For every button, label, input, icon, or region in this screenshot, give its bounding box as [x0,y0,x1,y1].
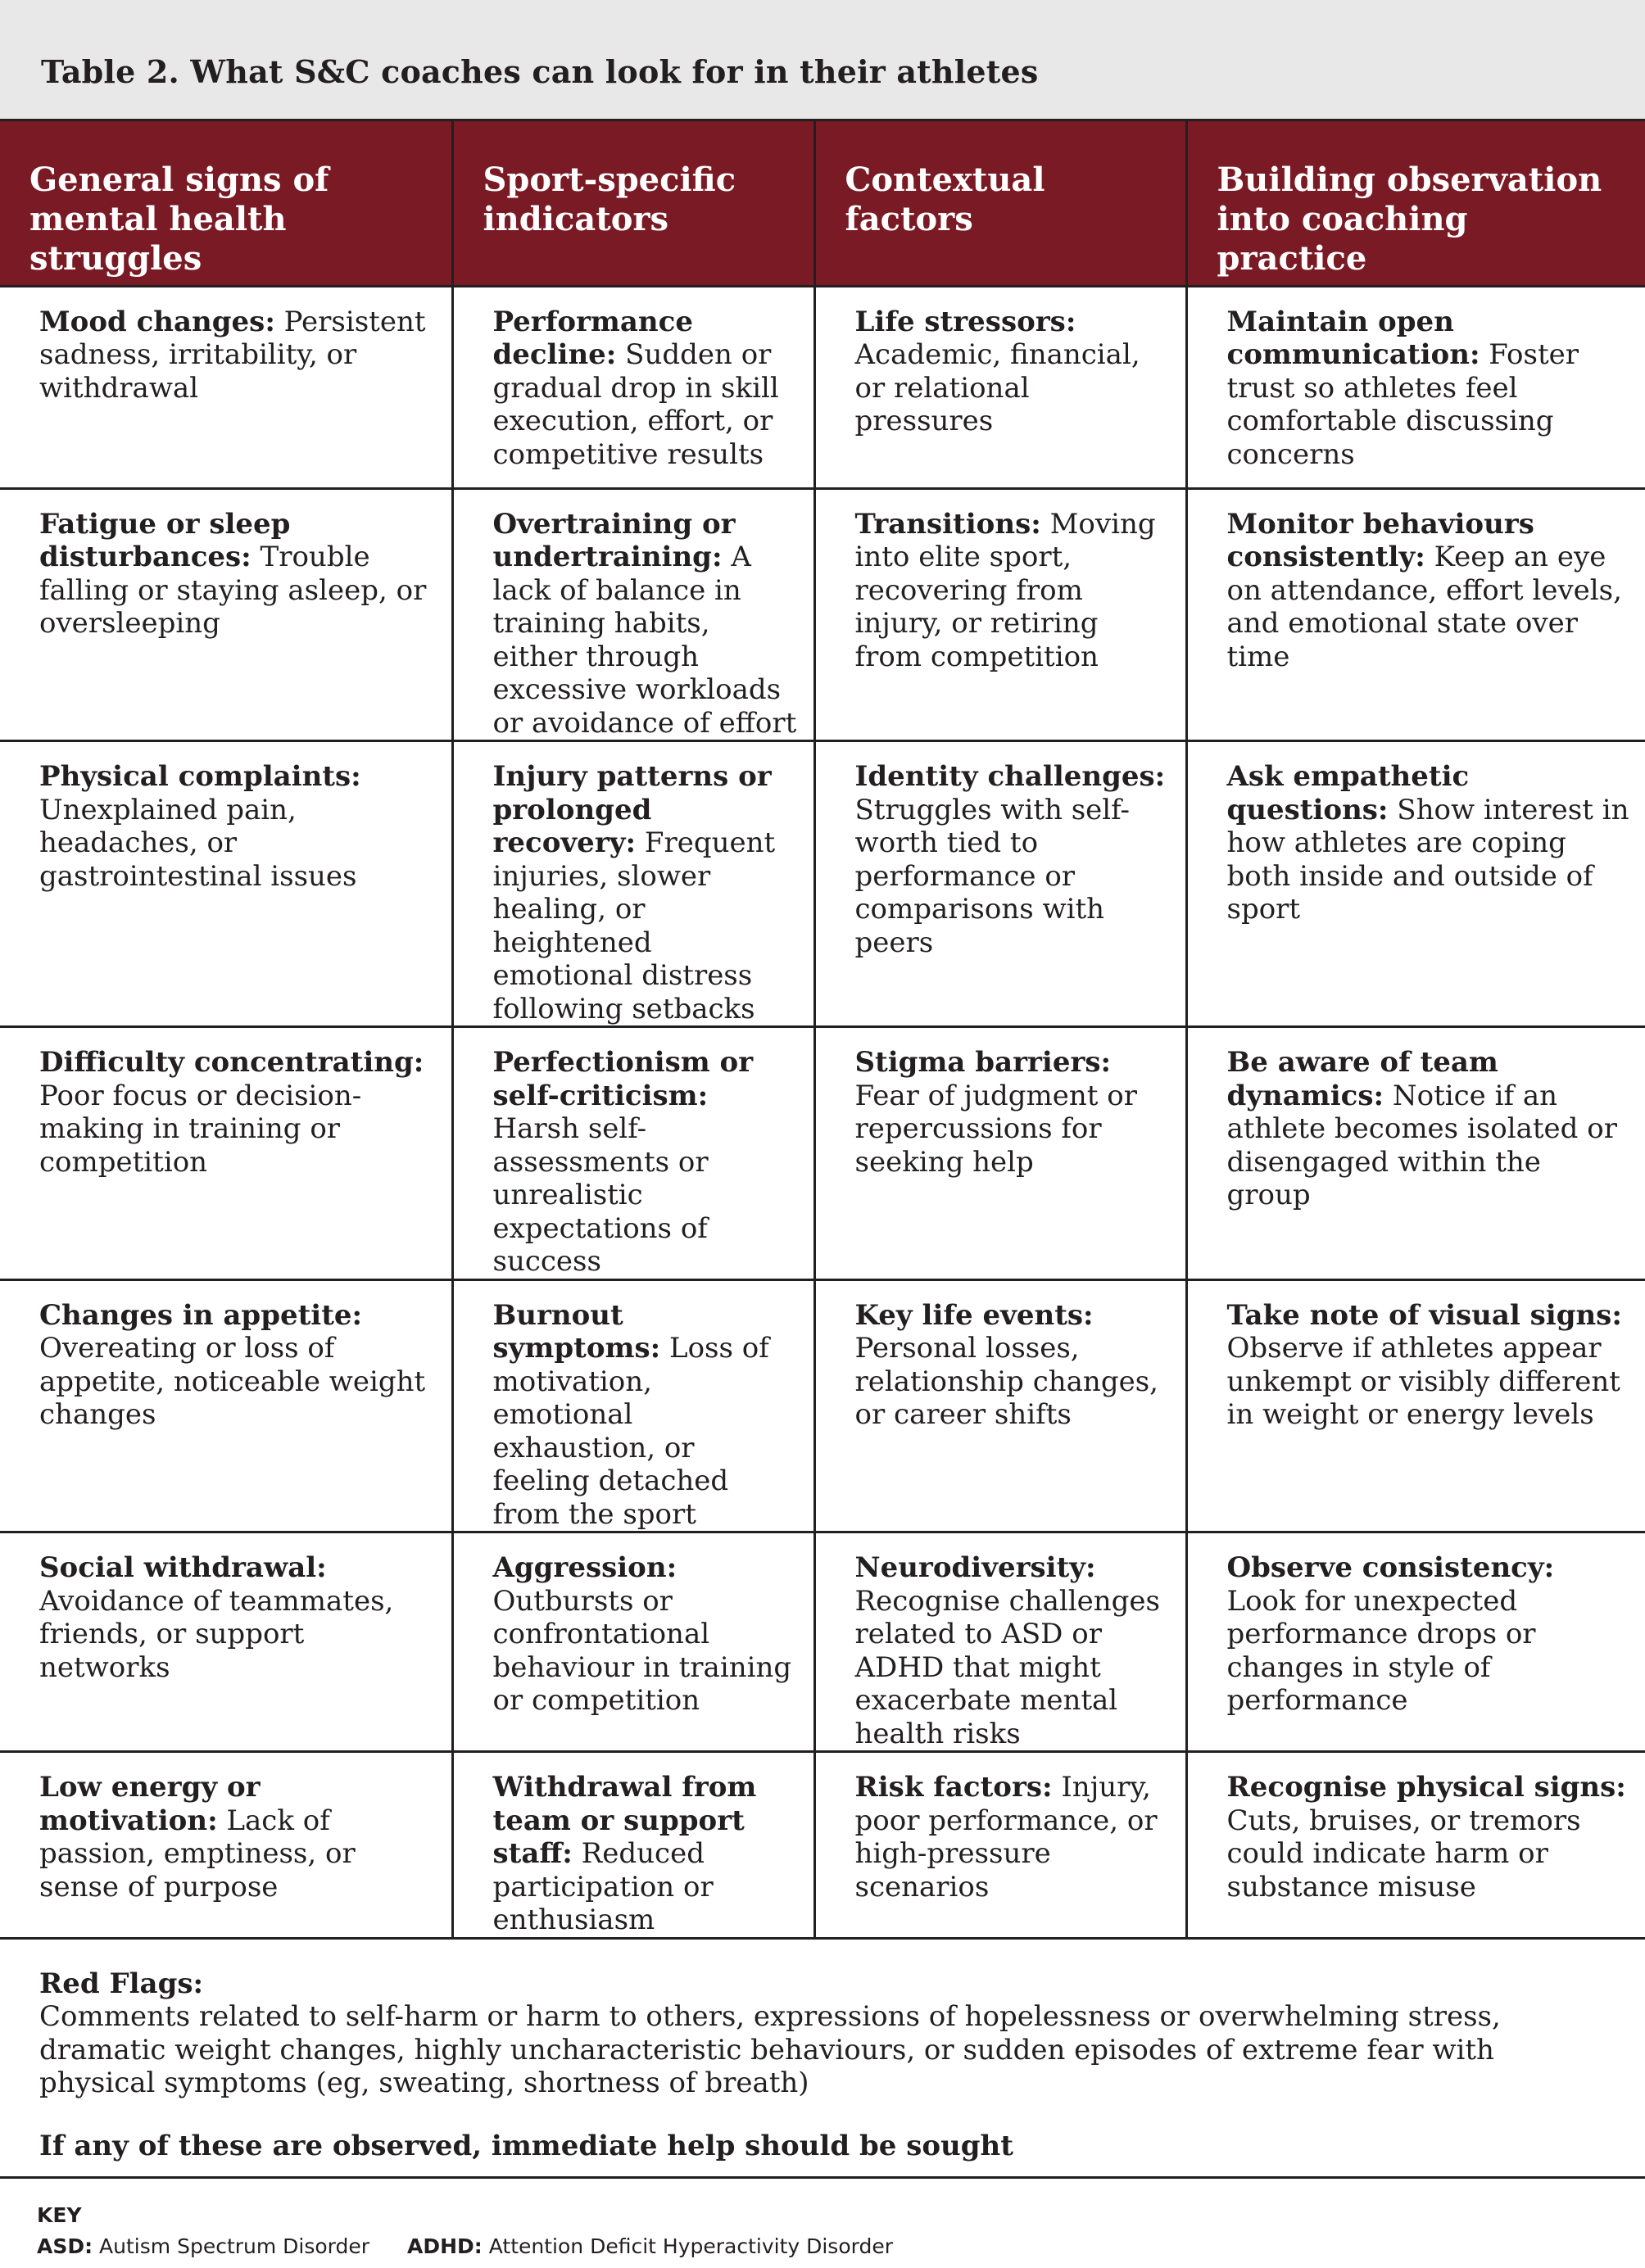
table-cell [0,488,452,741]
table-row [0,741,1645,1027]
cell-term: Maintain open communication: [1226,305,1480,371]
cell-term: Difficulty concentrating: [39,1046,424,1079]
cell-desc: Academic, financial, or relational pressures [854,338,1140,437]
cell-term: Perfectionism or self-criticism: [492,1046,754,1112]
table-cell [452,1279,814,1532]
column-header-general-signs: General signs of mental health struggles [0,121,452,286]
table-row [0,1532,1645,1752]
key-list [37,2231,1645,2262]
key-desc: Autism Spectrum Disorder [93,2234,370,2258]
cell-term: Key life events: [854,1298,1094,1332]
cell-term: Identity challenges: [854,760,1166,793]
table-cell [452,1752,814,1939]
cell-term: Fatigue or sleep disturbances: [39,507,291,573]
table-cell [1186,741,1645,1027]
column-header-coaching-practice: Building observation into coaching practice [1186,121,1645,286]
key-title: KEY [37,2202,82,2227]
cell-desc: Sudden or gradual drop in skill execution, effort, or competitive results [492,338,779,471]
cell-term: Recognise physical signs: [1226,1771,1626,1804]
table-cell [814,488,1186,741]
cell-desc: Avoidance of teammates, friends, or support networks [39,1584,394,1684]
table-cell [814,741,1186,1027]
table-cell [452,488,814,741]
cell-term: Transitions: [854,507,1041,541]
table-cell [0,1279,452,1532]
table-cell [814,286,1186,488]
table-cell [0,741,452,1027]
table-cell [1186,286,1645,488]
table-cell [1186,1532,1645,1752]
cell-term: Neurodiversity: [854,1551,1096,1584]
cell-term: Social withdrawal: [39,1551,327,1584]
cell-desc: Struggles with self-worth tied to performance or comparisons with peers [854,793,1131,959]
cell-desc: Overeating or loss of appetite, noticeable weight changes [39,1332,426,1431]
table-cell [452,1027,814,1280]
cell-desc: Personal losses, relationship changes, or career shifts [854,1332,1158,1431]
table-row [0,488,1645,741]
cell-desc: Cuts, bruises, or tremors could indicate harm or substance misuse [1226,1804,1581,1904]
table-cell [0,1532,452,1752]
cell-desc: Keep an eye on attendance, effort levels, and emotional state over time [1226,541,1622,673]
table-cell [452,741,814,1027]
table-cell [1186,1027,1645,1280]
key-section [0,2179,1645,2268]
cell-term: Physical complaints: [39,760,361,793]
cell-desc: A lack of balance in training habits, either through excessive workloads or avoidance of effort [492,541,797,740]
cell-term: Burnout symptoms: [492,1298,661,1365]
cell-desc: Lack of passion, emptiness, or sense of purpose [39,1804,356,1904]
table-cell [814,1752,1186,1939]
cell-term: Be aware of team dynamics: [1226,1046,1498,1112]
cell-term: Overtraining or undertraining: [492,507,736,573]
key-term: ASD: [37,2234,93,2258]
table-cell [0,1752,452,1939]
red-flags-text: Comments related to self-harm or harm to others, expressions of hopelessness or overwhelming stress, dramatic weight changes, highly uncharacteristic behaviours, or sudden episodes of extreme fear with physical symptoms (eg, sweating, shortness of breath) [39,2000,1501,2099]
table-cell [814,1279,1186,1532]
table-cell [0,1027,452,1280]
key-item-adhd [407,2231,893,2262]
column-header-sport-specific: Sport-specific indicators [452,121,814,286]
cell-desc: Observe if athletes appear unkempt or visibly different in weight or energy levels [1226,1332,1620,1431]
table-row [0,1752,1645,1939]
cell-desc: Moving into elite sport, recovering from injury, or retiring from competition [854,507,1156,673]
table-row [0,1027,1645,1280]
red-flags-section [0,1940,1645,2176]
cell-desc: Notice if an athlete becomes isolated or disengaged within the group [1226,1079,1617,1211]
cell-term: Observe consistency: [1226,1551,1555,1584]
table-row [0,286,1645,488]
cell-term: Mood changes: [39,305,275,338]
table-cell [452,1532,814,1752]
cell-term: Injury patterns or prolonged recovery: [492,760,772,859]
cell-term: Ask empathetic questions: [1226,760,1470,826]
cell-desc: Trouble falling or staying asleep, or oversleeping [39,541,427,640]
table-cell [1186,1279,1645,1532]
cell-desc: Harsh self-assessments or unrealistic expectations of success [492,1112,709,1278]
cell-desc: Look for unexpected performance drops or changes in style of performance [1226,1584,1536,1717]
table-cell [814,1532,1186,1752]
cell-desc: Fear of judgment or repercussions for seeking help [854,1079,1137,1179]
cell-term: Monitor behaviours consistently: [1226,507,1534,573]
cell-term: Aggression: [492,1551,677,1584]
cell-desc: Poor focus or decision-making in training or competition [39,1079,362,1179]
cell-term: Changes in appetite: [39,1298,363,1332]
cell-desc: Recognise challenges related to ASD or ADHD that might exacerbate mental health risks [854,1584,1160,1750]
cell-desc: Frequent injuries, slower healing, or heightened emotional distress following setbacks [492,826,776,1025]
table-cell [1186,488,1645,741]
cell-desc: Foster trust so athletes feel comfortable discussing concerns [1226,338,1579,471]
cell-term: Performance decline: [492,305,693,371]
cell-term: Withdrawal from team or support staff: [492,1771,757,1870]
cell-desc: Persistent sadness, irritability, or withdrawal [39,305,426,405]
cell-desc: Show interest in how athletes are coping both inside and outside of sport [1226,793,1629,926]
key-term: ADHD: [407,2234,483,2258]
cell-term: Low energy or motivation: [39,1771,261,1837]
key-desc: Attention Deficit Hyperactivity Disorder [482,2234,893,2258]
signs-table [0,121,1645,1940]
title-bar [0,0,1645,121]
red-flags-action: If any of these are observed, immediate help should be sought [39,2129,1013,2162]
cell-desc: Injury, poor performance, or high-pressure scenarios [854,1771,1158,1904]
cell-term: Risk factors: [854,1771,1053,1804]
cell-term: Take note of visual signs: [1226,1298,1622,1332]
table-cell [1186,1752,1645,1939]
header-row [0,121,1645,286]
table-cell [0,286,452,488]
red-flags-heading: Red Flags: [39,1967,204,2000]
table-cell [452,286,814,488]
table-row [0,1279,1645,1532]
table-cell [814,1027,1186,1280]
key-item-asd [37,2231,369,2262]
column-header-contextual: Contextual factors [814,121,1186,286]
cell-desc: Loss of motivation, emotional exhaustion, or feeling detached from the sport [492,1332,769,1531]
cell-term: Life stressors: [854,305,1076,338]
cell-desc: Unexplained pain, headaches, or gastrointestinal issues [39,793,357,893]
cell-desc: Outbursts or confrontational behaviour in training or competition [492,1584,792,1717]
cell-term: Stigma barriers: [854,1046,1112,1079]
cell-desc: Reduced participation or enthusiasm [492,1837,714,1936]
table-title: Table 2. What S&C coaches can look for in their athletes [41,53,1039,90]
